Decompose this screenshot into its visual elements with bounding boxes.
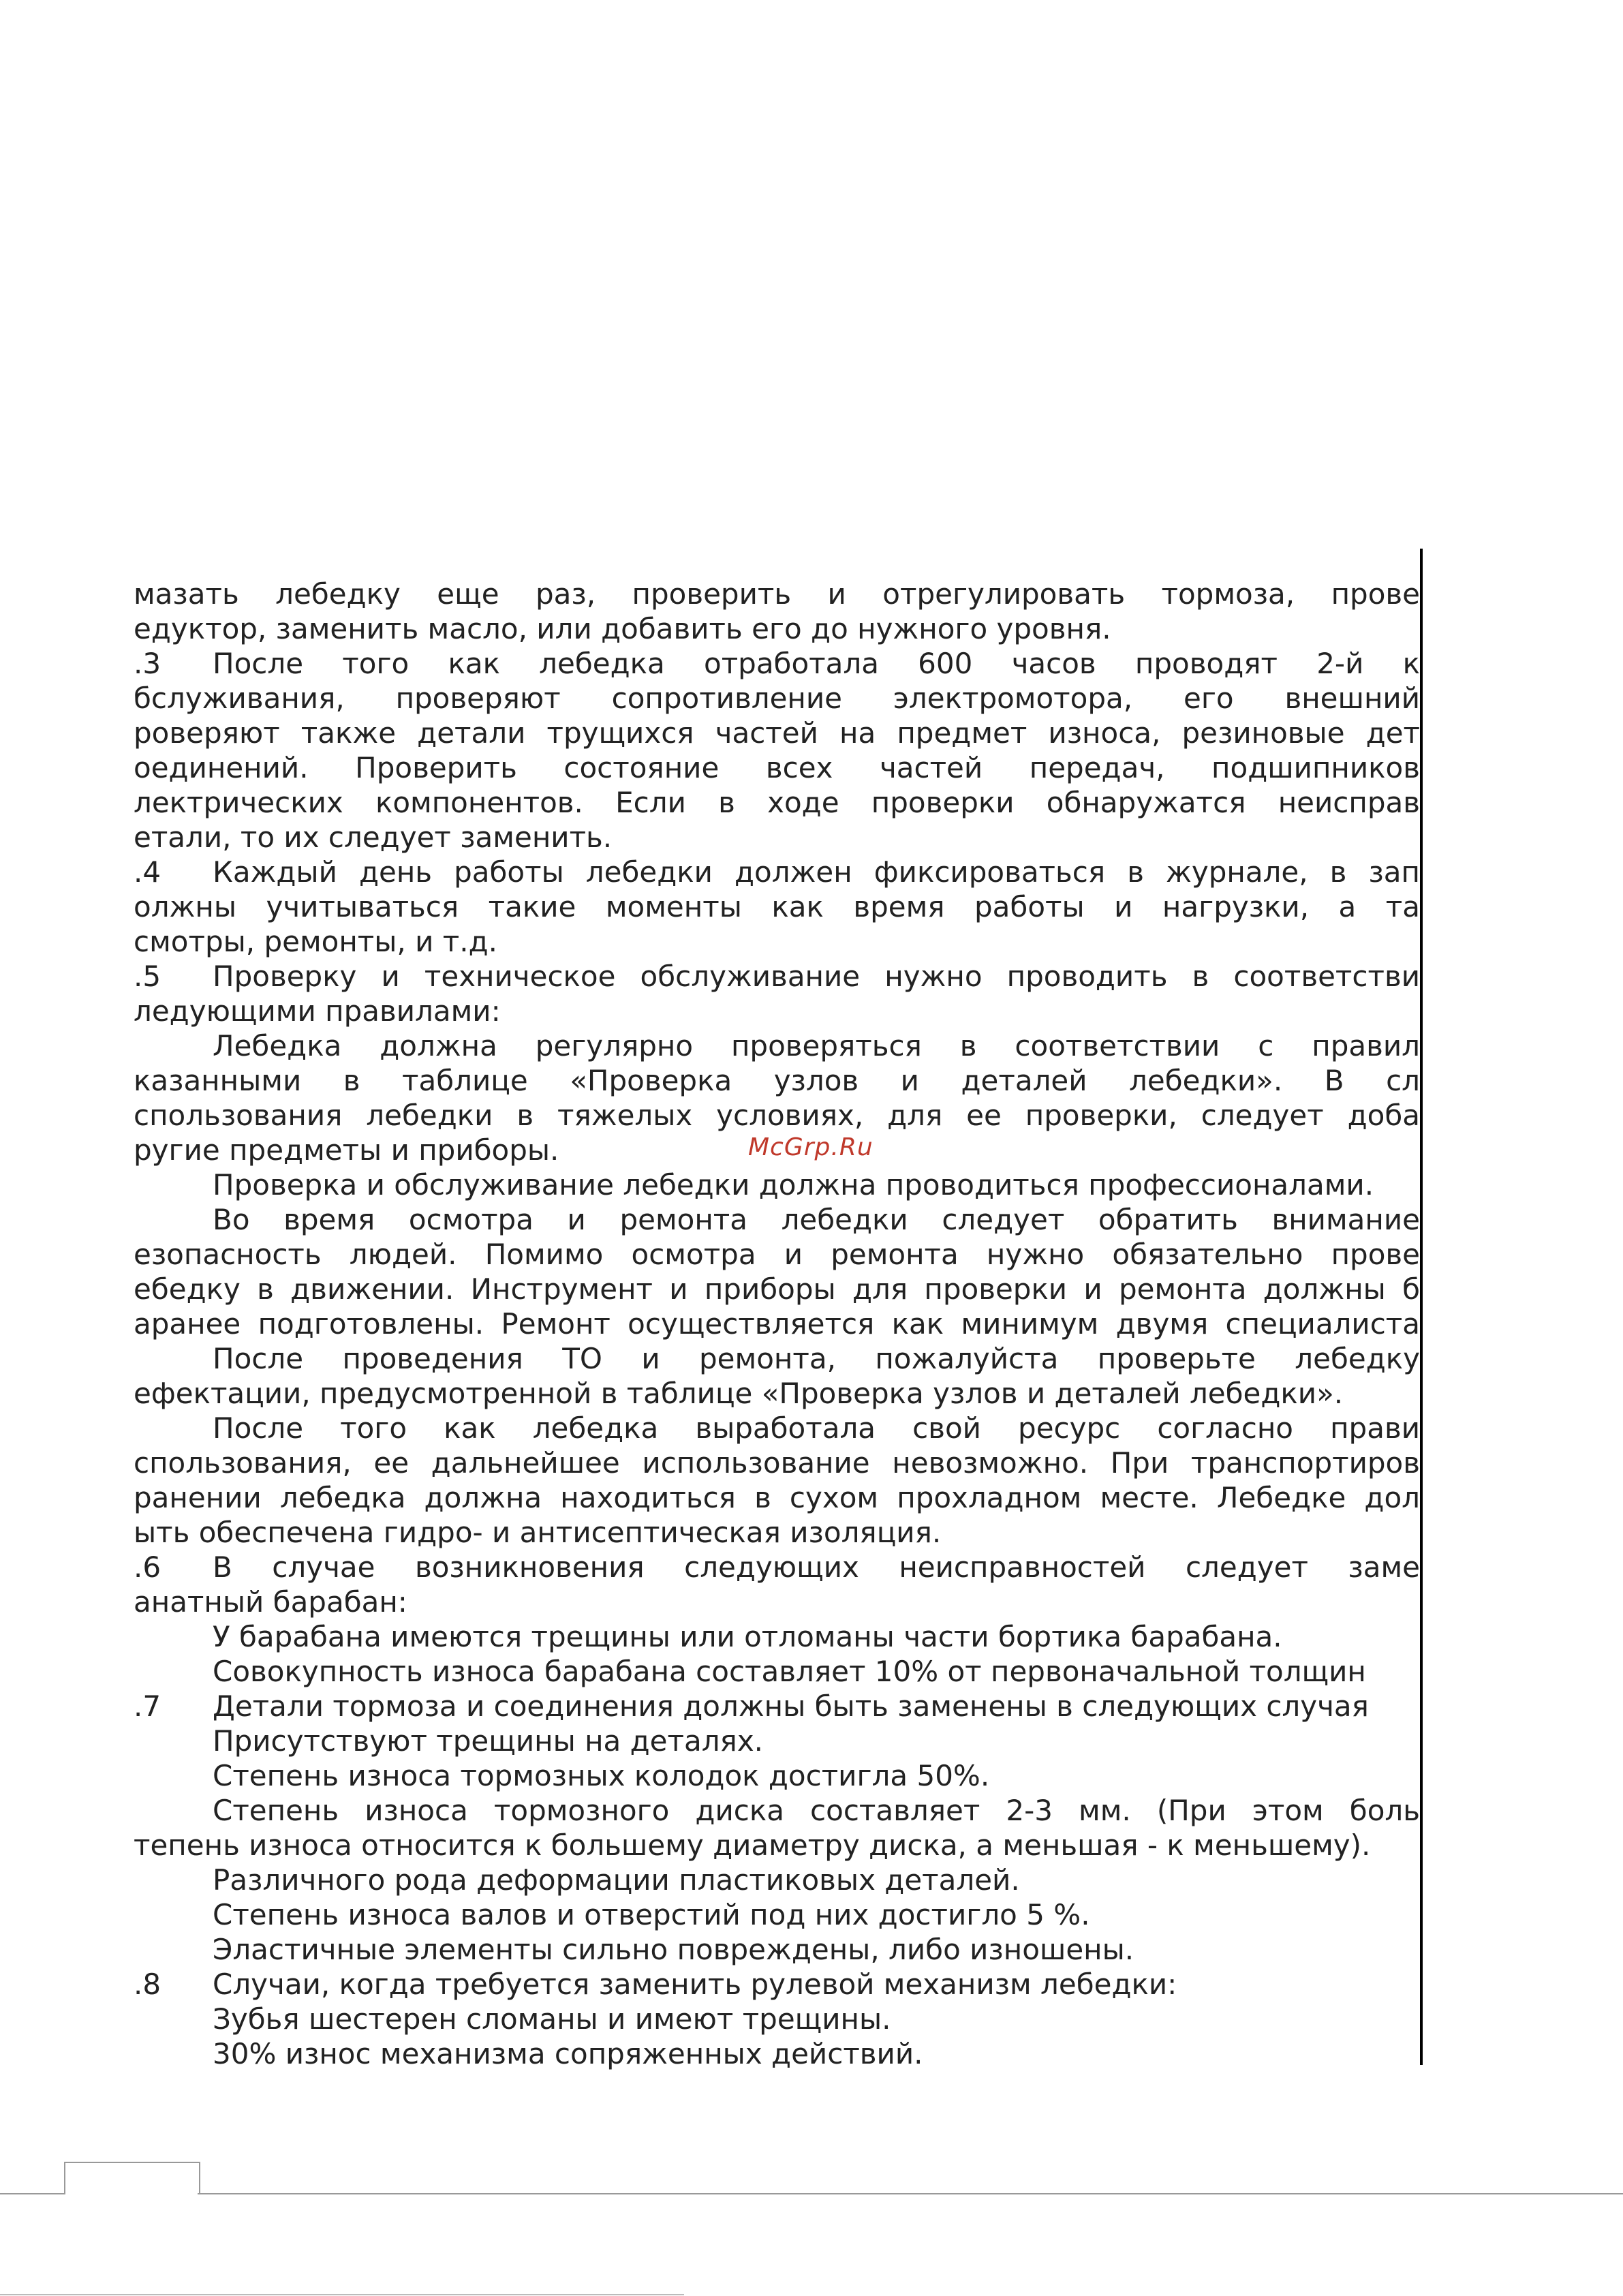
text-line: спользования, ее дальнейшее использование невозможно. При транспортиров <box>134 1446 1420 1480</box>
text-line: После проведения ТО и ремонта, пожалуйста проверьте лебедку <box>213 1342 1420 1375</box>
section-number: .6 <box>134 1550 161 1584</box>
bottom-divider <box>0 2294 684 2295</box>
text-line: етали, то их следует заменить. <box>134 821 613 854</box>
text-line: лектрических компонентов. Если в ходе проверки обнаружатся неисправ <box>134 786 1420 819</box>
text-line: анатный барабан: <box>134 1585 407 1619</box>
text-line: едуктор, заменить масло, или добавить его до нужного уровня. <box>134 612 1111 645</box>
text-line: смотры, ремонты, и т.д. <box>134 925 497 958</box>
text-line: казанными в таблице «Проверка узлов и деталей лебедки». В сл <box>134 1064 1420 1097</box>
text-line: Совокупность износа барабана составляет 10% от первоначальной толщин <box>213 1655 1366 1688</box>
footer-divider <box>198 2193 1623 2194</box>
text-line: езопасность людей. Помимо осмотра и ремонта нужно обязательно прове <box>134 1238 1420 1271</box>
text-line: бслуживания, проверяют сопротивление электромотора, его внешний <box>134 682 1420 715</box>
text-line: Лебедка должна регулярно проверяться в соответствии с правил <box>213 1029 1420 1062</box>
text-line: олжны учитываться такие моменты как время работы и нагрузки, а та <box>134 890 1420 923</box>
right-margin-rule <box>1420 549 1423 2065</box>
text-line: оединений. Проверить состояние всех частей передач, подшипников <box>134 751 1420 784</box>
text-line: Во время осмотра и ремонта лебедки следует обратить внимание <box>213 1203 1420 1236</box>
text-line: Эластичные элементы сильно повреждены, либо изношены. <box>213 1933 1134 1966</box>
text-line: Проверка и обслуживание лебедки должна проводиться профессионалами. <box>213 1168 1374 1201</box>
text-line: Степень износа тормозного диска составляет 2-3 мм. (При этом боль <box>213 1794 1420 1827</box>
text-line: После того как лебедка выработала свой ресурс согласно прави <box>213 1411 1420 1445</box>
section-number: .4 <box>134 855 161 889</box>
text-line: ранении лебедка должна находиться в сухом прохладном месте. Лебедке дол <box>134 1481 1420 1514</box>
text-line: спользования лебедки в тяжелых условиях, для ее проверки, следует доба <box>134 1099 1420 1132</box>
text-line: 30% износ механизма сопряженных действий. <box>213 2037 923 2070</box>
text-line: После того как лебедка отработала 600 часов проводят 2-й к <box>213 647 1420 680</box>
text-line: У барабана имеются трещины или отломаны части бортика барабана. <box>213 1620 1282 1653</box>
text-line: тепень износа относится к большему диаметру диска, а меньшая - к меньшему). <box>134 1828 1371 1862</box>
watermark: McGrp.Ru <box>748 1133 874 1161</box>
text-line: роверяют также детали трущихся частей на предмет износа, резиновые дет <box>134 716 1420 750</box>
text-line: ебедку в движении. Инструмент и приборы для проверки и ремонта должны б <box>134 1272 1420 1306</box>
text-line: аранее подготовлены. Ремонт осуществляется как минимум двумя специалиста <box>134 1307 1420 1341</box>
text-line: мазать лебедку еще раз, проверить и отрегулировать тормоза, прове <box>134 577 1420 611</box>
text-line: Различного рода деформации пластиковых деталей. <box>213 1863 1020 1897</box>
text-line: Присутствуют трещины на деталях. <box>213 1724 764 1758</box>
page-number-tab <box>64 2162 200 2194</box>
footer-divider <box>0 2193 65 2194</box>
text-line: Степень износа валов и отверстий под них достигло 5 %. <box>213 1898 1090 1931</box>
text-line: ефектации, предусмотренной в таблице «Проверка узлов и деталей лебедки». <box>134 1377 1344 1410</box>
text-line: Зубья шестерен сломаны и имеют трещины. <box>213 2002 891 2036</box>
section-number: .5 <box>134 960 161 993</box>
section-number: .8 <box>134 1968 161 2001</box>
section-number: .7 <box>134 1689 161 1723</box>
text-line: В случае возникновения следующих неисправностей следует заме <box>213 1550 1420 1584</box>
text-line: Случаи, когда требуется заменить рулевой механизм лебедки: <box>213 1968 1177 2001</box>
text-line: Каждый день работы лебедки должен фиксироваться в журнале, в зап <box>213 855 1420 889</box>
text-line: ругие предметы и приборы. <box>134 1133 559 1167</box>
section-number: .3 <box>134 647 161 680</box>
text-line: ыть обеспечена гидро- и антисептическая изоляция. <box>134 1516 942 1549</box>
text-line: ледующими правилами: <box>134 994 501 1028</box>
document-body <box>0 559 1424 2085</box>
text-line: Проверку и техническое обслуживание нужно проводить в соответстви <box>213 960 1420 993</box>
text-line: Степень износа тормозных колодок достигла 50%. <box>213 1759 990 1792</box>
text-line: Детали тормоза и соединения должны быть заменены в следующих случая <box>213 1689 1369 1723</box>
